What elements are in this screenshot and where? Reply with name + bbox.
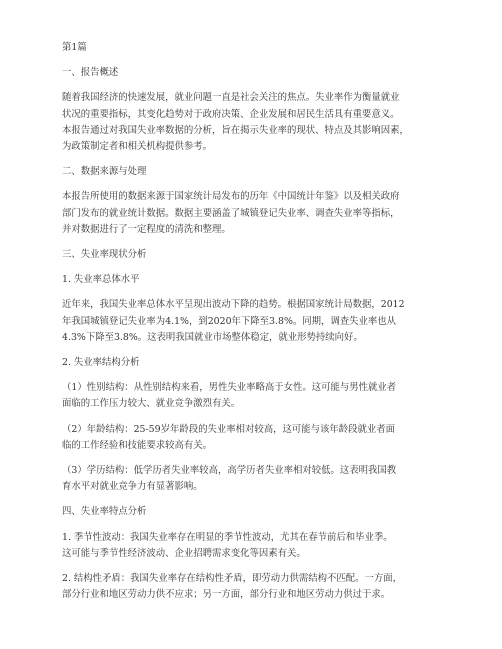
paragraph-line: 并对数据进行了一定程度的清洗和整理。 [62, 223, 231, 235]
paragraph-line: （3）学历结构：低学历者失业率较高，高学历者失业率相对较低。这表明我国教 [62, 465, 397, 477]
paragraph-line: 本报告通过对我国失业率数据的分析，旨在揭示失业率的现状、特点及其影响因素， [62, 124, 409, 136]
paragraph-line: 随着我国经济的快速发展，就业问题一直是社会关注的焦点。失业率作为衡量就业 [62, 92, 400, 104]
paragraph-line: 部分行业和地区劳动力供不应求；另一方面，部分行业和地区劳动力供过于求。 [62, 589, 391, 601]
paragraph-structural [62, 571, 462, 603]
section-heading-status: 三、失业率现状分析 [62, 249, 147, 261]
subsection-heading-overall: 1. 失业率总体水平 [62, 274, 140, 286]
paragraph-line: 近年来，我国失业率总体水平呈现出波动下降的趋势。根据国家统计局数据，2012 [62, 299, 405, 311]
paragraph-education-structure [62, 463, 462, 495]
paragraph-line: 本报告所使用的数据来源于国家统计局发布的历年《中国统计年鉴》以及相关政府 [62, 191, 400, 203]
paragraph-line: 状况的重要指标，其变化趋势对于政府决策、企业发展和居民生活具有重要意义。 [62, 108, 400, 120]
paragraph-line: 4.3%下降至3.8%。这表明我国就业市场整体稳定，就业形势持续向好。 [62, 331, 363, 343]
paragraph-age-structure [62, 422, 462, 454]
paragraph-line: 临的工作经验和技能要求较高有关。 [62, 439, 213, 451]
section-heading-overview: 一、报告概述 [62, 67, 119, 79]
paragraph-overall-level [62, 297, 462, 346]
paragraph-line: 育水平对就业竞争力有显著影响。 [62, 481, 203, 493]
section-heading-features: 四、失业率特点分析 [62, 506, 147, 518]
subsection-heading-structure: 2. 失业率结构分析 [62, 357, 140, 369]
paragraph-line: 部门发布的就业统计数据。数据主要涵盖了城镇登记失业率、调查失业率等指标， [62, 207, 400, 219]
paragraph-line: 为政策制定者和相关机构提供参考。 [62, 141, 213, 153]
paragraph-overview [62, 90, 462, 155]
paragraph-data-source [62, 189, 462, 238]
section-heading-data-source: 二、数据来源与处理 [62, 166, 147, 178]
paragraph-gender-structure [62, 380, 462, 412]
document-title: 第1篇 [62, 42, 87, 53]
paragraph-line: 面临的工作压力较大、就业竞争激烈有关。 [62, 398, 241, 410]
document-page [62, 40, 462, 603]
paragraph-line: 年我国城镇登记失业率为4.1%，到2020年下降至3.8%。同期，调查失业率也从 [62, 315, 396, 327]
paragraph-line: 1. 季节性波动：我国失业率存在明显的季节性波动，尤其在春节前后和毕业季。 [62, 531, 393, 543]
paragraph-line: （2）年龄结构：25-59岁年龄段的失业率相对较高，这可能与该年龄段就业者面 [62, 423, 395, 435]
paragraph-line: （1）性别结构：从性别结构来看，男性失业率略高于女性。这可能与男性就业者 [62, 382, 397, 394]
paragraph-line: 2. 结构性矛盾：我国失业率存在结构性矛盾，即劳动力供需结构不匹配。一方面， [62, 573, 403, 585]
paragraph-seasonal [62, 530, 462, 562]
paragraph-line: 这可能与季节性经济波动、企业招聘需求变化等因素有关。 [62, 547, 306, 559]
